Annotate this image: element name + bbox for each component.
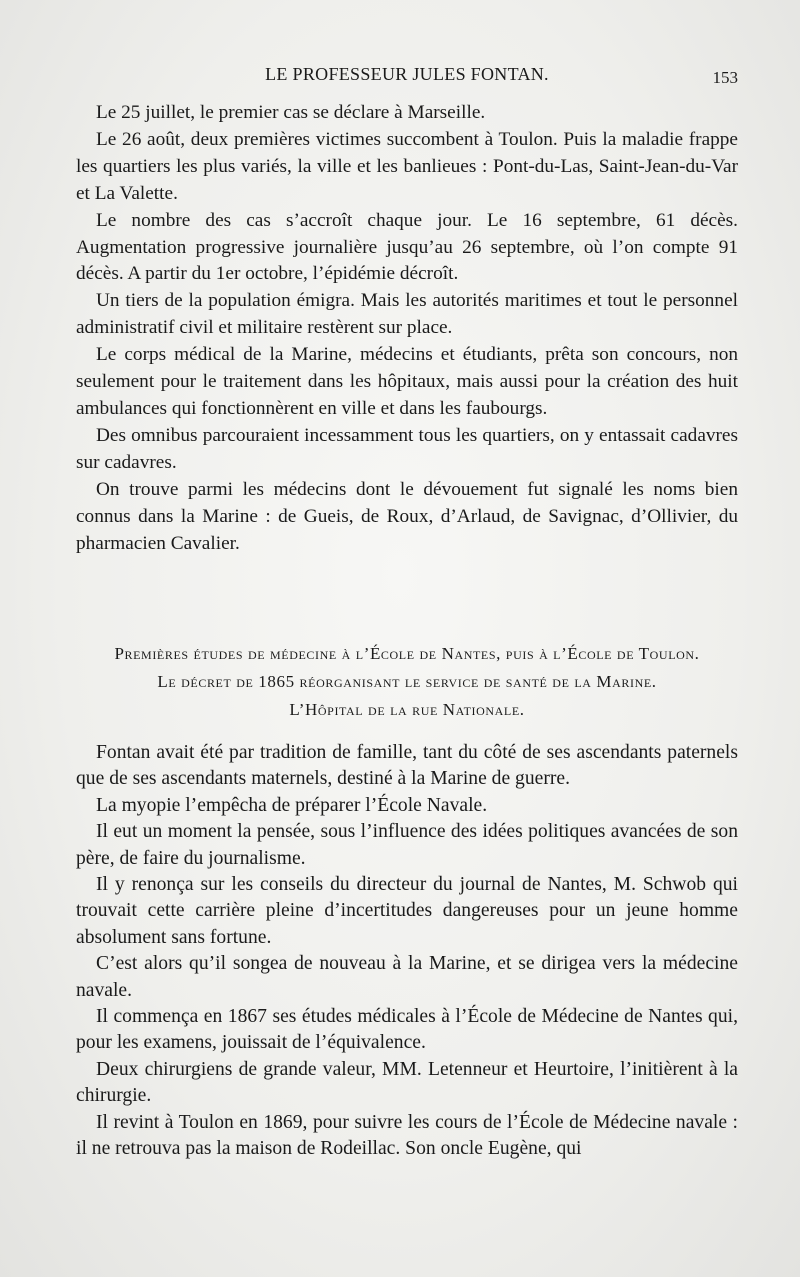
paragraph: Il commença en 1867 ses études médicales à l’École de Médecine de Nantes qui, pour les examens, jouissait de l’équivalence. [76,1006,738,1054]
paragraph: Le nombre des cas s’accroît chaque jour. Le 16 septembre, 61 décès. Augmentation progressive journalière jusqu’au 26 septembre, où l’on compte 91 décès. A partir du 1er octobre, l’épidémie décroît. [76,209,738,285]
paragraph: Des omnibus parcouraient incessamment tous les quartiers, on y entassait cadavres sur cadavres. [76,424,738,473]
running-head [76,62,738,92]
text-block-bottom [76,740,738,1163]
paragraph: La myopie l’empêcha de préparer l’École Navale. [96,794,488,816]
paragraph: C’est alors qu’il songea de nouveau à la Marine, et se dirigea vers la médecine navale. [76,953,738,1001]
paragraph: Le 26 août, deux premières victimes succombent à Toulon. Puis la maladie frappe les quartiers les plus variés, la ville et les banlieues : Pont-du-Las, Saint-Jean-du-Var et La Valette. [76,128,738,204]
paragraph: Fontan avait été par tradition de famille, tant du côté de ses ascendants paternels que de ses ascendants maternels, destiné à la Marine de guerre. [76,742,738,790]
page-number: 153 [712,68,738,87]
paragraph: Un tiers de la population émigra. Mais les autorités maritimes et tout le personnel administratif civil et militaire restèrent sur place. [76,290,738,339]
text-block-top [76,100,738,557]
paragraph: Il eut un moment la pensée, sous l’influence des idées politiques avancées de son père, de faire du journalisme. [76,821,738,869]
paragraph: Deux chirurgiens de grande valeur, MM. Letenneur et Heurtoire, l’initièrent à la chirurgie. [76,1058,738,1107]
section-heading-line: Le décret de 1865 réorganisant le service de santé de la Marine. [157,672,657,691]
section-heading-line: Premières études de médecine à l’École de Nantes, puis à l’École de Toulon. [114,644,700,663]
section-heading-line: L’Hôpital de la rue Nationale. [289,700,525,719]
paragraph: Il y renonça sur les conseils du directeur du journal de Nantes, M. Schwob qui trouvait cette carrière pleine d’incertitudes dangereuses pour un jeune homme absolument sans fortune. [76,874,738,948]
section-heading [76,640,738,724]
running-title: LE PROFESSEUR JULES FONTAN. [265,64,549,84]
paragraph: Le corps médical de la Marine, médecins et étudiants, prêta son concours, non seulement pour le traitement dans les hôpitaux, mais aussi pour la création des huit ambulances qui fonctionnèrent en ville et dans les faubourgs. [76,344,738,419]
paragraph: Il revint à Toulon en 1869, pour suivre les cours de l’École de Médecine navale : il ne retrouva pas la maison de Rodeillac. Son oncle Eugène, qui [76,1111,738,1160]
paragraph: On trouve parmi les médecins dont le dévouement fut signalé les noms bien connus dans la Marine : de Gueis, de Roux, d’Arlaud, de Savignac, d’Ollivier, du pharmacien Cavalier. [76,478,738,554]
paragraph: Le 25 juillet, le premier cas se déclare à Marseille. [96,102,486,123]
